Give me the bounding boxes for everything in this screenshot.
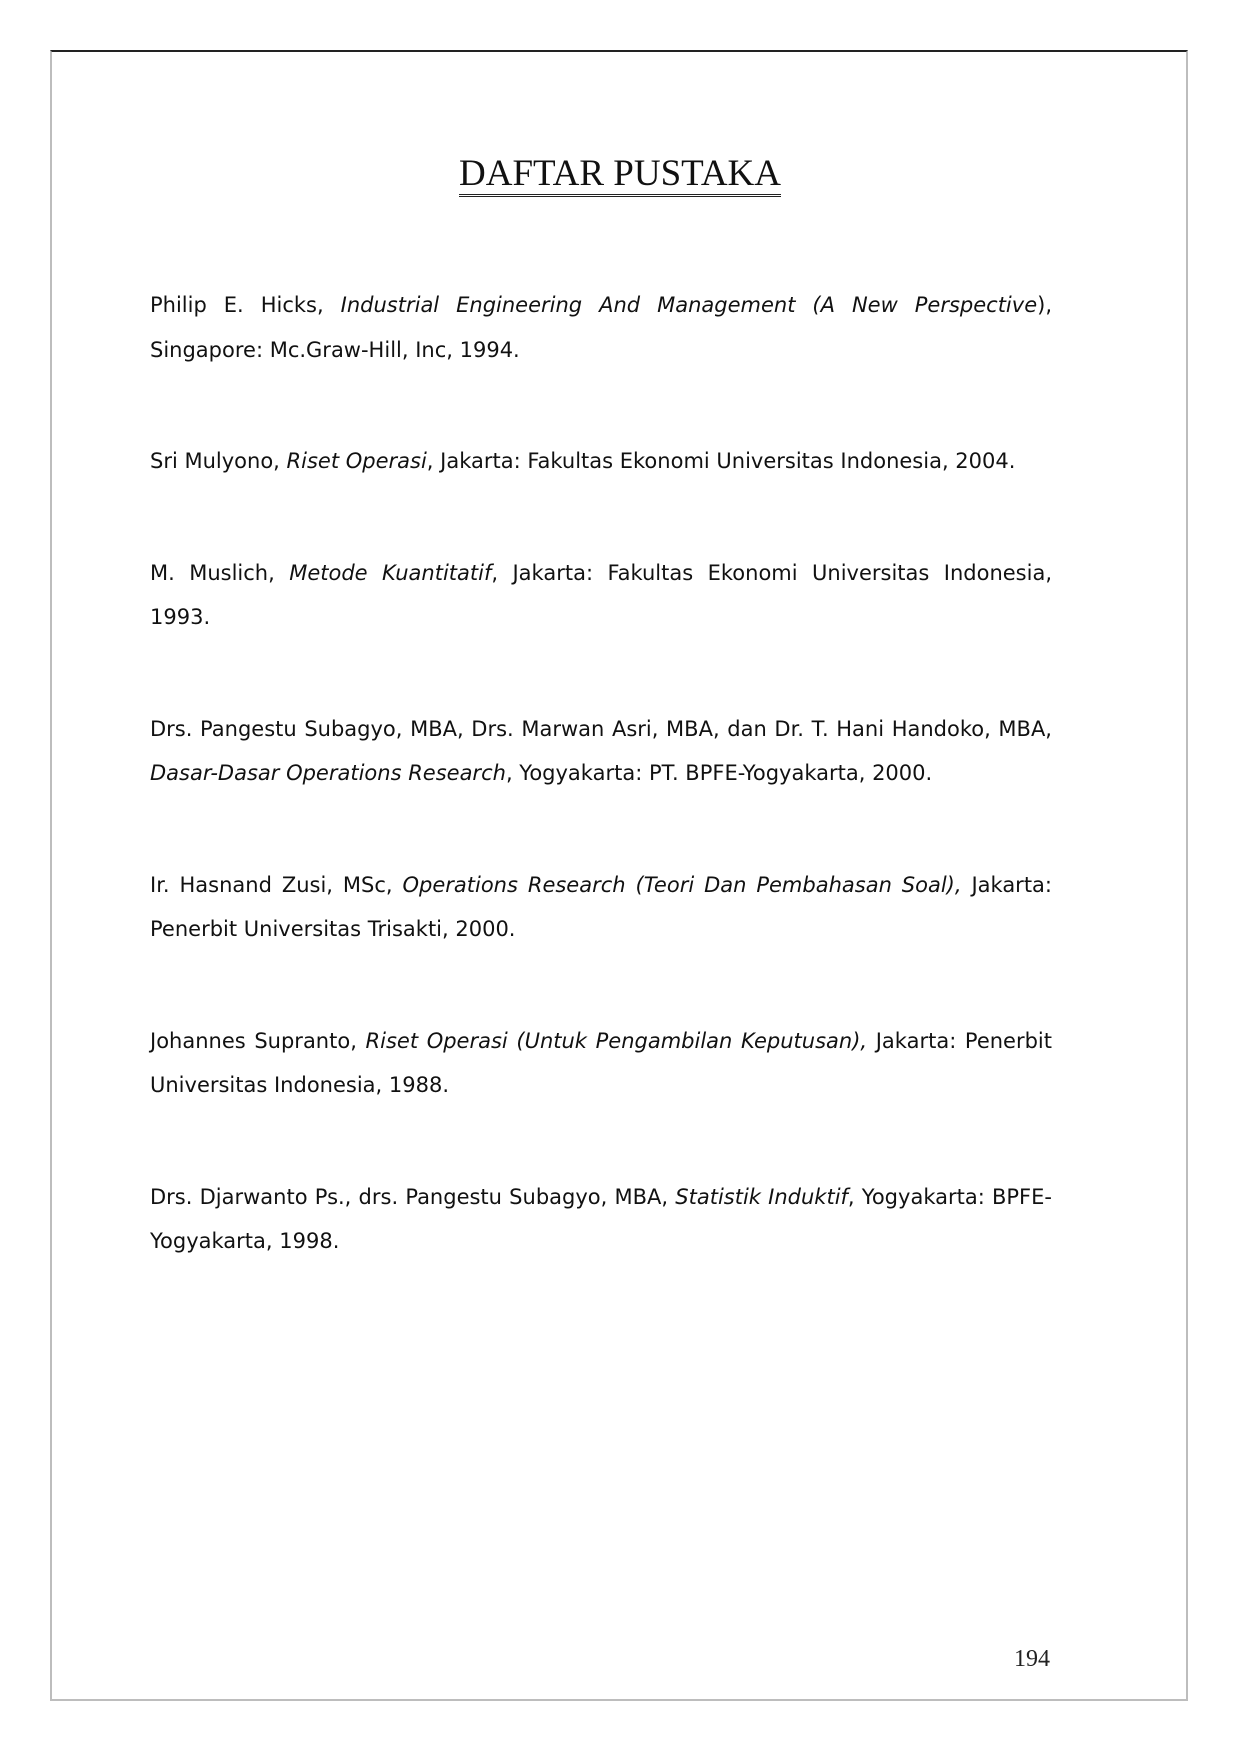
- reference-title: Riset Operasi (Untuk Pengambilan Keputusan),: [365, 1028, 868, 1053]
- reference-item: [150, 1019, 1052, 1108]
- reference-list: [150, 283, 1052, 1331]
- page-number: 194: [1014, 1646, 1050, 1672]
- reference-title: Operations Research (Teori Dan Pembahasan Soal),: [402, 872, 962, 897]
- reference-item: [150, 863, 1052, 952]
- reference-publisher: , Yogyakarta: PT. BPFE-Yogyakarta, 2000.: [505, 761, 933, 785]
- reference-publisher: Jakarta: Penerbit Universitas Trisakti, 2000.: [150, 872, 1052, 941]
- page-title-text: DAFTAR PUSTAKA: [459, 153, 781, 197]
- reference-author: Philip E. Hicks,: [150, 293, 341, 317]
- reference-author: M. Muslich,: [150, 560, 290, 585]
- reference-publisher: , Jakarta: Fakultas Ekonomi Universitas Indonesia, 1993.: [150, 560, 1052, 629]
- reference-title: Statistik Induktif: [675, 1184, 848, 1209]
- reference-title: Riset Operasi: [286, 449, 427, 473]
- reference-author: Ir. Hasnand Zusi, MSc,: [150, 872, 403, 897]
- reference-author: Johannes Supranto,: [150, 1028, 366, 1053]
- reference-title: Metode Kuantitatif: [289, 560, 492, 585]
- reference-publisher: , Yogyakarta: BPFE-Yogyakarta, 1998.: [150, 1184, 1052, 1253]
- reference-author: Drs. Djarwanto Ps., drs. Pangestu Subagyo, MBA,: [150, 1184, 676, 1209]
- reference-item: [150, 551, 1052, 640]
- reference-item: [150, 283, 1052, 372]
- reference-publisher: ), Singapore: Mc.Graw-Hill, Inc, 1994.: [150, 293, 1052, 362]
- reference-author: Sri Mulyono,: [150, 449, 287, 473]
- reference-publisher: , Jakarta: Fakultas Ekonomi Universitas Indonesia, 2004.: [426, 449, 1016, 473]
- reference-title: Industrial Engineering And Management (A New Perspective: [340, 293, 1038, 317]
- reference-item: [150, 439, 1052, 484]
- reference-item: [150, 707, 1052, 796]
- reference-publisher: Jakarta: Penerbit Universitas Indonesia, 1988.: [150, 1028, 1053, 1097]
- page-title: [0, 152, 1240, 195]
- reference-title: Dasar-Dasar Operations Research: [150, 761, 506, 785]
- reference-author: Drs. Pangestu Subagyo, MBA, Drs. Marwan Asri, MBA, dan Dr. T. Hani Handoko, MBA,: [150, 716, 1052, 741]
- reference-item: [150, 1175, 1052, 1264]
